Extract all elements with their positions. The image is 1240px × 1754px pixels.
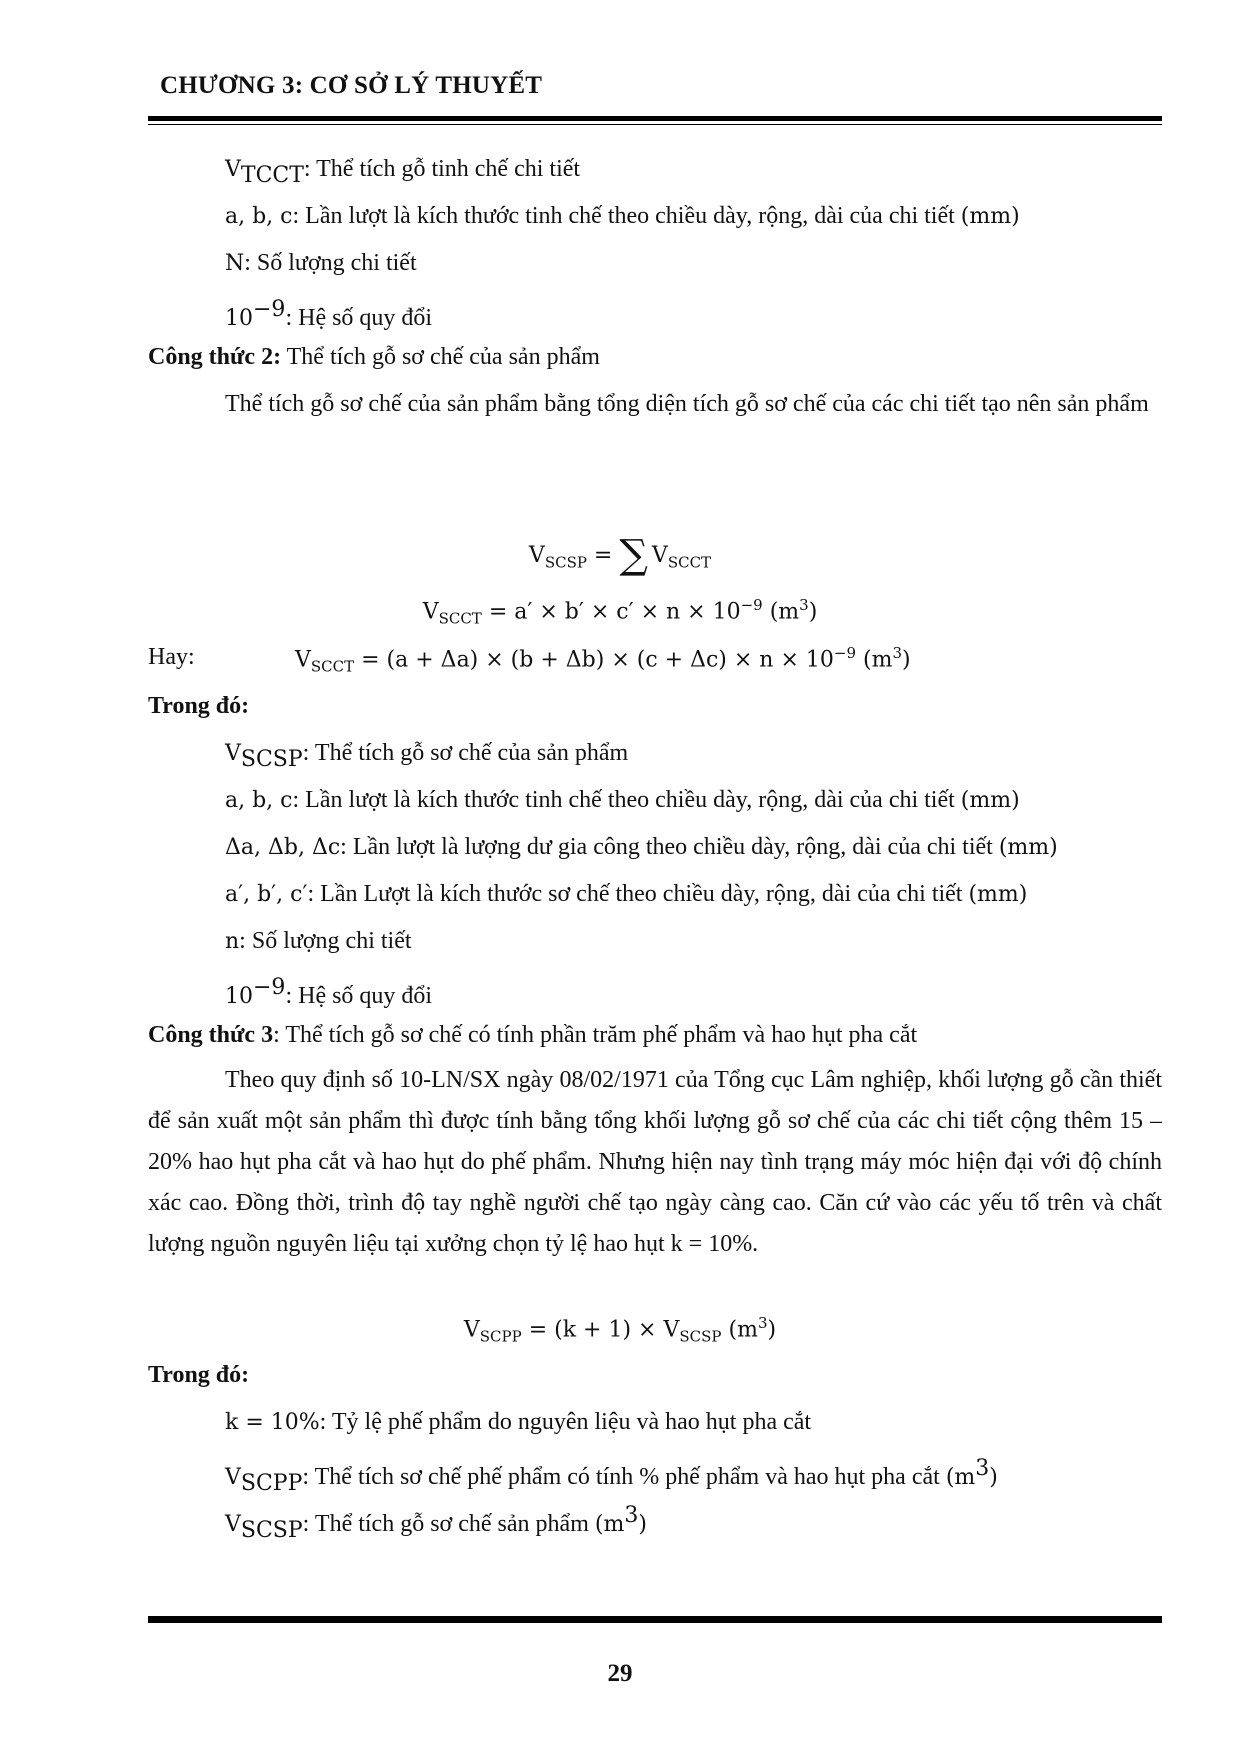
- where-label: Trong đó:: [148, 1362, 250, 1388]
- equation-scct: $V_{SCCT} = a' \times b' \times c' \times n \times 10^{-9}$ $(m^3)$: [422, 596, 818, 628]
- definition-item: N: Số lượng chi tiết: [225, 250, 417, 276]
- equation-prefix: Hay:: [148, 644, 195, 670]
- page-number: 29: [607, 1660, 633, 1687]
- definition-item: a′, b′, c′: Lần Lượt là kích thước sơ chế theo chiều dày, rộng, dài của chi tiết (mm): [225, 881, 1028, 907]
- definition-item: $V_{TCCT}$: Thể tích gỗ tinh chế chi tiết: [225, 156, 581, 188]
- formula-3-heading: Công thức 3: Thể tích gỗ sơ chế có tính phần trăm phế phẩm và hao hụt pha cắt: [148, 1022, 918, 1048]
- formula-2-paragraph: Thể tích gỗ sơ chế của sản phẩm bằng tổng diện tích gỗ sơ chế của các chi tiết tạo nên sản phẩm: [225, 391, 1149, 417]
- chapter-title: CHƯƠNG 3: CƠ SỞ LÝ THUYẾT: [160, 72, 543, 99]
- equation-scct-expanded: $V_{SCCT} = (a + \Delta a) \times (b + \Delta b) \times (c + \Delta c) \times n \times 10^{-9}$ $(m^3)$: [295, 644, 911, 676]
- definition-item: $10^{-9}$: Hệ số quy đổi: [225, 975, 433, 1009]
- definition-item: $V_{SCPP}$: Thể tích sơ chế phế phẩm có tính % phế phẩm và hao hụt pha cắt $(m^3)$: [225, 1456, 998, 1496]
- where-label: Trong đó:: [148, 693, 250, 719]
- equation-scpp: $V_{SCPP} = (k + 1) \times V_{SCSP}$ $(m^3)$: [463, 1314, 777, 1346]
- definition-item: $V_{SCSP}$: Thể tích gỗ sơ chế của sản phẩm: [225, 740, 629, 772]
- header-rule: [148, 116, 1162, 121]
- definition-item: n: Số lượng chi tiết: [225, 928, 412, 954]
- formula-2-heading: Công thức 2: Thể tích gỗ sơ chế của sản phẩm: [148, 344, 600, 370]
- formula-3-paragraph: Theo quy định số 10-LN/SX ngày 08/02/1971 của Tổng cục Lâm nghiệp, khối lượng gỗ cần thiết để sản xuất một sản phẩm thì được tính bằng tổng khối lượng gỗ sơ chế của các chi tiết cộng thêm 15 – 20% hao hụt pha cắt và hao hụt do phế phẩm. Nhưng hiện nay tình trạng máy móc hiện đại với độ chính xác cao. Đồng thời, trình độ tay nghề người chế tạo ngày càng cao. Căn cứ vào các yếu tố trên và chất lượng nguồn nguyên liệu tại xưởng chọn tỷ lệ hao hụt k = 10%.: [148, 1067, 1162, 1257]
- definition-item: $V_{SCSP}$: Thể tích gỗ sơ chế sản phẩm $(m^3)$: [225, 1503, 647, 1543]
- header-rule-thin: [148, 124, 1162, 125]
- equation-sum: $V_{SCSP}$ = ∑ $V_{SCCT}$: [528, 532, 712, 578]
- footer-rule: [148, 1616, 1162, 1623]
- definition-item: a, b, c: Lần lượt là kích thước tinh chế theo chiều dày, rộng, dài của chi tiết (mm): [225, 787, 1020, 813]
- definition-item: Δa, Δb, Δc: Lần lượt là lượng dư gia công theo chiều dày, rộng, dài của chi tiết (mm): [225, 834, 1058, 860]
- definition-item: a, b, c: Lần lượt là kích thước tinh chế theo chiều dày, rộng, dài của chi tiết (mm): [225, 203, 1020, 229]
- definition-item: $10^{-9}$: Hệ số quy đổi: [225, 297, 433, 331]
- definition-item: k = 10%: Tỷ lệ phế phẩm do nguyên liệu và hao hụt pha cắt: [225, 1409, 812, 1435]
